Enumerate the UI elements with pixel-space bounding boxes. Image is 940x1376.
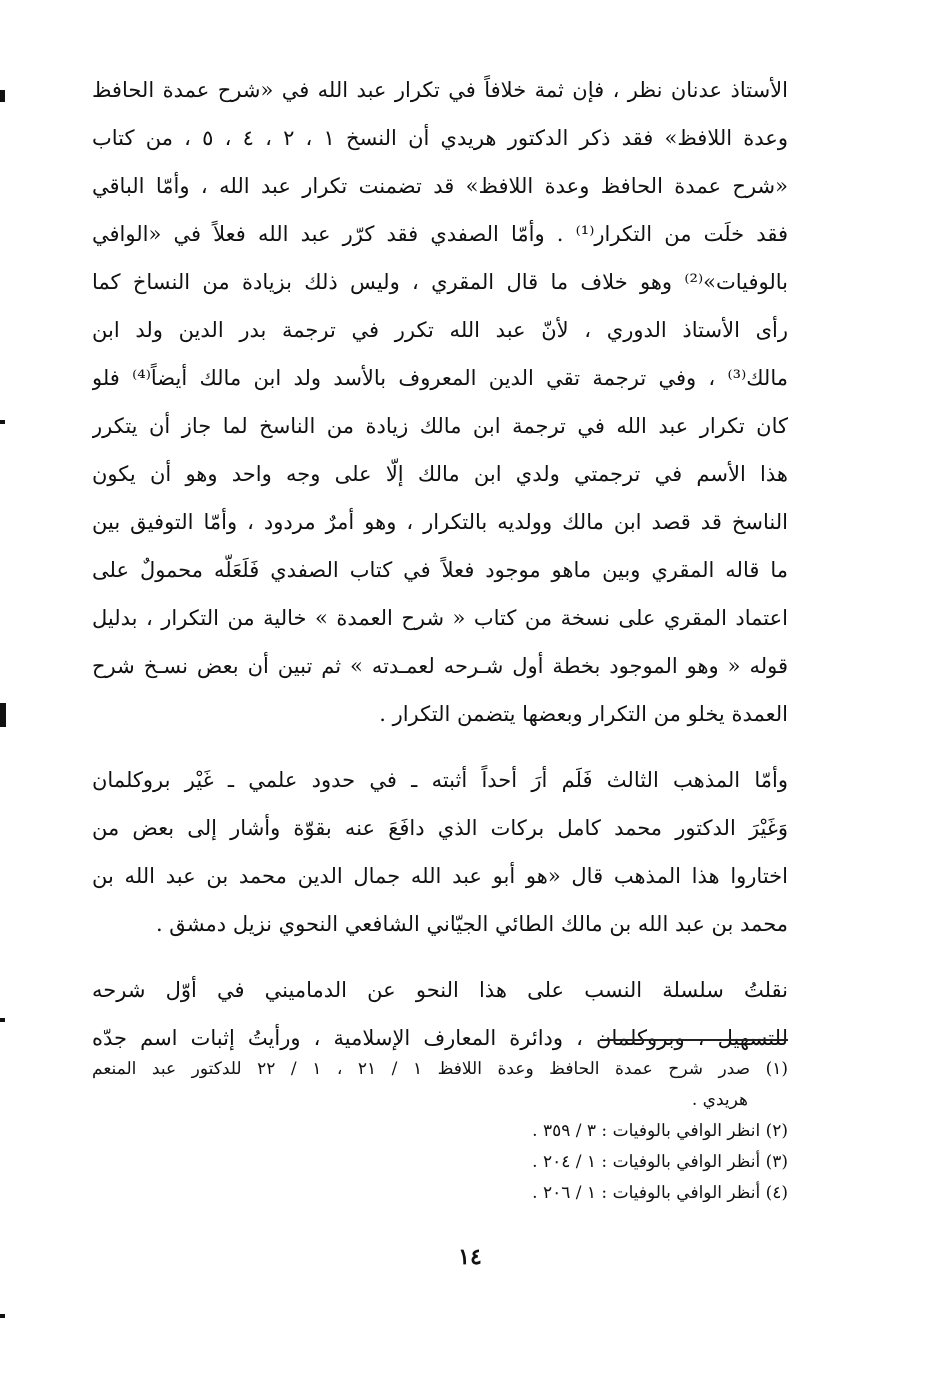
text-line: الناسخ قد قصد ابن مالك وولديه بالتكرار ، وهو أمرٌ مردود ، وأمّا التوفيق بين	[92, 510, 788, 534]
scan-mark	[0, 703, 6, 727]
footnote-3: (٣) أنظر الوافي بالوفيات : ١ / ٢٠٤ .	[532, 1152, 788, 1172]
text-line: اعتماد المقري على نسخة من كتاب « شرح العمدة » خالية من التكرار ، بدليل	[92, 606, 788, 630]
scan-mark	[0, 1314, 5, 1318]
scan-mark	[0, 90, 5, 102]
text-line: نقلتُ سلسلة النسب على هذا النحو عن الدماميني في أوّل شرحه	[92, 978, 788, 1002]
body-text	[92, 66, 788, 1062]
paragraph-1	[92, 66, 788, 738]
paragraph-3	[92, 966, 788, 1062]
footnote-1: (١) صدر شرح عمدة الحافظ وعدة اللافظ ١ / ٢١ ، ١ / ٢٢ للدكتور عبد المنعم	[92, 1059, 788, 1079]
text-line: فقد خلَت من التكرار⁽¹⁾ . وأمّا الصفدي فقد كرّر عبد الله فعلاً في «الوافي	[92, 222, 788, 246]
text-line: هذا الأسم في ترجمتي ولدي ابن مالك إلّا على وجه واحد وهو أن يكون	[92, 462, 788, 486]
scan-mark	[0, 420, 5, 424]
text-line: رأى الأستاذ الدوري ، لأنّ عبد الله تكرر في ترجمة بدر الدين ولد ابن	[92, 318, 788, 342]
footnote-divider	[600, 1039, 788, 1041]
text-line: ما قاله المقري وبين ماهو موجود فعلاً في كتاب الصفدي فَلَعَلّه محمولٌ على	[92, 558, 788, 582]
text-line: وأمّا المذهب الثالث فَلَم أرَ أحداً أثبته ـ في حدود علمي ـ غَيْر بروكلمان	[92, 768, 788, 792]
text-line: «شرح عمدة الحافظ وعدة اللافظ» قد تضمنت تكرار عبد الله ، وأمّا الباقي	[92, 174, 788, 198]
text-line: للتسهيل ، وبروكلمان ، ودائرة المعارف الإسلامية ، ورأيتُ إثبات اسم جدّه	[92, 1026, 788, 1050]
text-line: كان تكرار عبد الله في ترجمة ابن مالك زيادة من الناسخ لما جاز أن يتكرر	[92, 414, 788, 438]
paragraph-2	[92, 756, 788, 948]
text-line: اختاروا هذا المذهب قال «هو أبو عبد الله جمال الدين محمد بن عبد الله بن	[92, 864, 788, 888]
text-line: بالوفيات»⁽²⁾ وهو خلاف ما قال المقري ، وليس ذلك بزيادة من النساخ كما	[92, 270, 788, 294]
text-line: العمدة يخلو من التكرار وبعضها يتضمن التكرار .	[379, 702, 788, 726]
scan-mark	[0, 1018, 5, 1022]
text-line: قوله « وهو الموجود بخطة أول شـرحه لعمـدته » ثم تبين أن بعض نسـخ شرح	[92, 654, 788, 678]
text-line: الأستاذ عدنان نظر ، فإن ثمة خلافاً في تكرار عبد الله في «شرح عمدة الحافظ	[92, 78, 788, 102]
text-line: محمد بن عبد الله بن مالك الطائي الجيّاني الشافعي النحوي نزيل دمشق .	[155, 912, 788, 936]
footnotes	[92, 1054, 788, 1209]
text-line: وَغَيْرَ الدكتور محمد كامل بركات الذي دافَعَ عنه بقوّة وأشار إلى بعض من	[92, 816, 788, 840]
text-line: مالك⁽³⁾ ، وفي ترجمة تقي الدين المعروف بالأسد ولد ابن مالك أيضاً⁽⁴⁾ فلو	[92, 366, 788, 390]
text-line: وعدة اللافظ» فقد ذكر الدكتور هريدي أن النسخ ١ ، ٢ ، ٤ ، ٥ ، من كتاب	[92, 126, 788, 150]
footnote-2: (٢) انظر الوافي بالوفيات : ٣ / ٣٥٩ .	[532, 1121, 788, 1141]
footnote-4: (٤) أنظر الوافي بالوفيات : ١ / ٢٠٦ .	[532, 1183, 788, 1203]
footnote-1-continuation: هريدي .	[691, 1090, 748, 1110]
page-number: ١٤	[458, 1244, 482, 1270]
